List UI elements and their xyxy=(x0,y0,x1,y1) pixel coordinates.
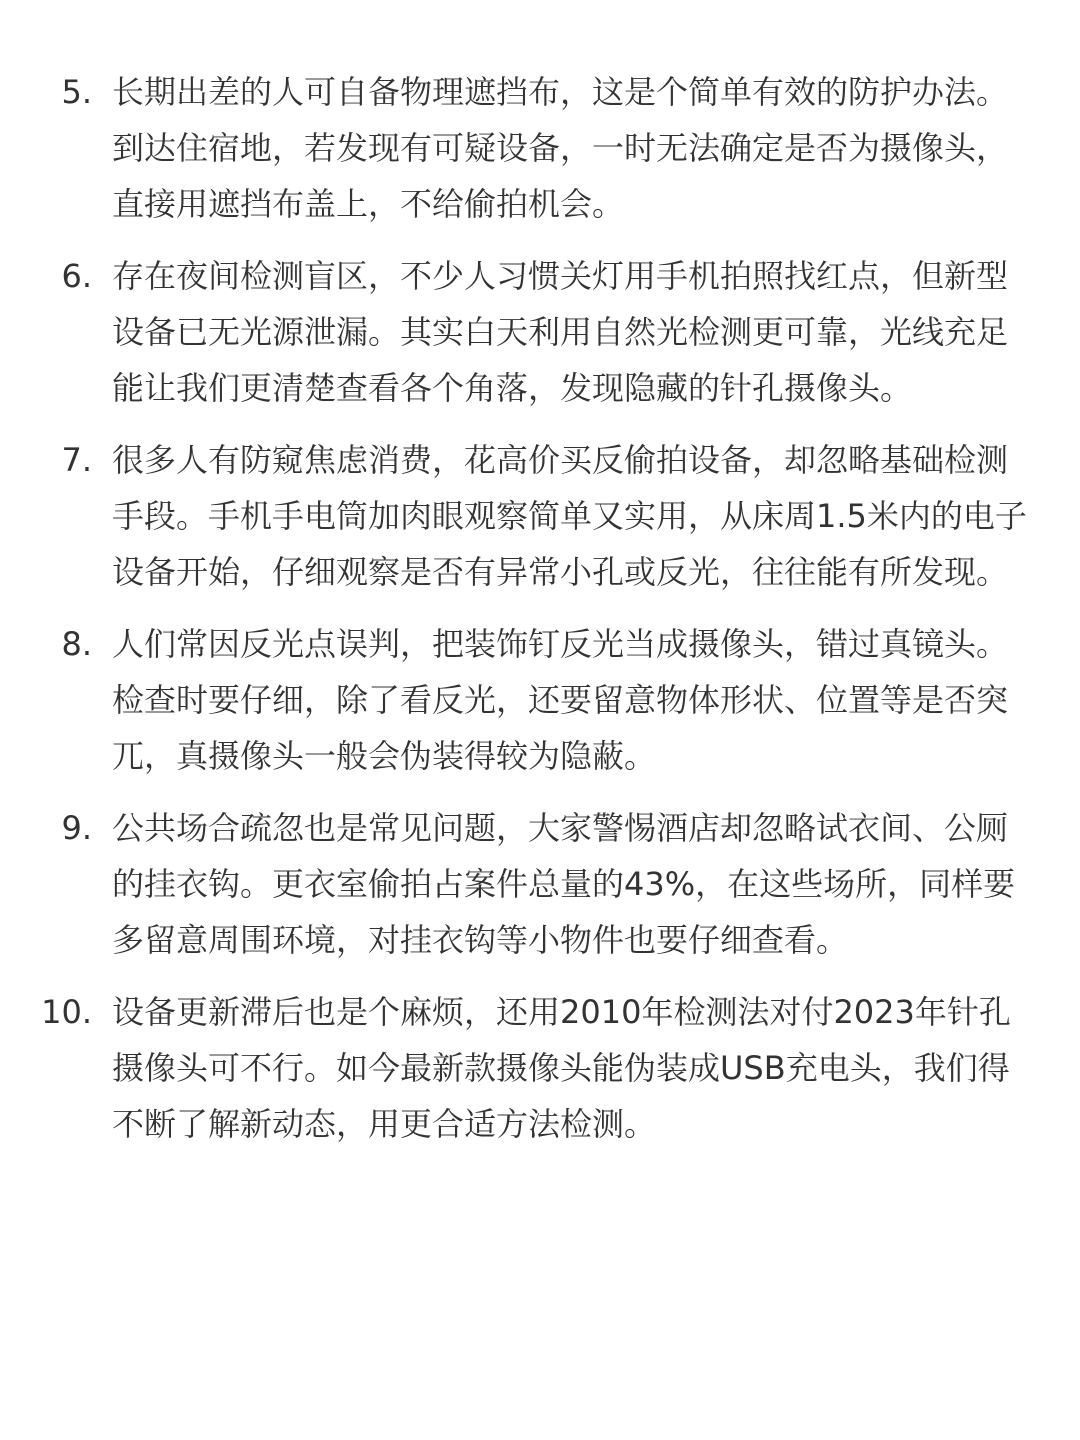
list-item-text-line: 人们常因反光点误判，把装饰钉反光当成摄像头，错过真镜头。 xyxy=(112,625,1009,663)
list-item-text-line: 很多人有防窥焦虑消费，花高价买反偷拍设备，却忽略基础检测 xyxy=(112,441,1009,479)
list-item-number: 8. xyxy=(61,625,92,663)
list-item-text-line: 长期出差的人可自备物理遮挡布，这是个简单有效的防护办法。 xyxy=(112,73,1009,111)
list-item-text-line: 的挂衣钩。更衣室偷拍占案件总量的43%，在这些场所，同样要 xyxy=(112,865,1016,903)
list-item-number: 7. xyxy=(61,441,92,479)
list-item-text-line: 公共场合疏忽也是常见问题，大家警惕酒店却忽略试衣间、公厕 xyxy=(112,809,1009,847)
list-item-text-line: 能让我们更清楚查看各个角落，发现隐藏的针孔摄像头。 xyxy=(112,369,913,407)
list-item-text-line: 设备更新滞后也是个麻烦，还用2010年检测法对付2023年针孔 xyxy=(112,993,1011,1031)
list-item-text-line: 手段。手机手电筒加肉眼观察简单又实用，从床周1.5米内的电子 xyxy=(112,497,1027,535)
list-item-text-line: 摄像头可不行。如今最新款摄像头能伪装成USB充电头，我们得 xyxy=(112,1049,1010,1087)
list-item-text-line: 检查时要仔细，除了看反光，还要留意物体形状、位置等是否突 xyxy=(112,681,1009,719)
list-item-text-line: 多留意周围环境，对挂衣钩等小物件也要仔细查看。 xyxy=(112,921,849,959)
list-item-number: 10. xyxy=(41,993,92,1031)
list-item-text-line: 设备已无光源泄漏。其实白天利用自然光检测更可靠，光线充足 xyxy=(112,313,1009,351)
list-item-text-line: 存在夜间检测盲区，不少人习惯关灯用手机拍照找红点，但新型 xyxy=(112,257,1009,295)
list-item-text-line: 设备开始，仔细观察是否有异常小孔或反光，往往能有所发现。 xyxy=(112,553,1009,591)
list-item-number: 6. xyxy=(61,257,92,295)
list-item-text-line: 到达住宿地，若发现有可疑设备，一时无法确定是否为摄像头， xyxy=(112,129,1009,167)
list-item-number: 5. xyxy=(61,73,92,111)
list-item-text-line: 直接用遮挡布盖上，不给偷拍机会。 xyxy=(112,185,625,223)
list-item-number: 9. xyxy=(61,809,92,847)
list-item-text-line: 不断了解新动态，用更合适方法检测。 xyxy=(112,1105,657,1143)
list-item-text-line: 兀，真摄像头一般会伪装得较为隐蔽。 xyxy=(112,737,657,775)
